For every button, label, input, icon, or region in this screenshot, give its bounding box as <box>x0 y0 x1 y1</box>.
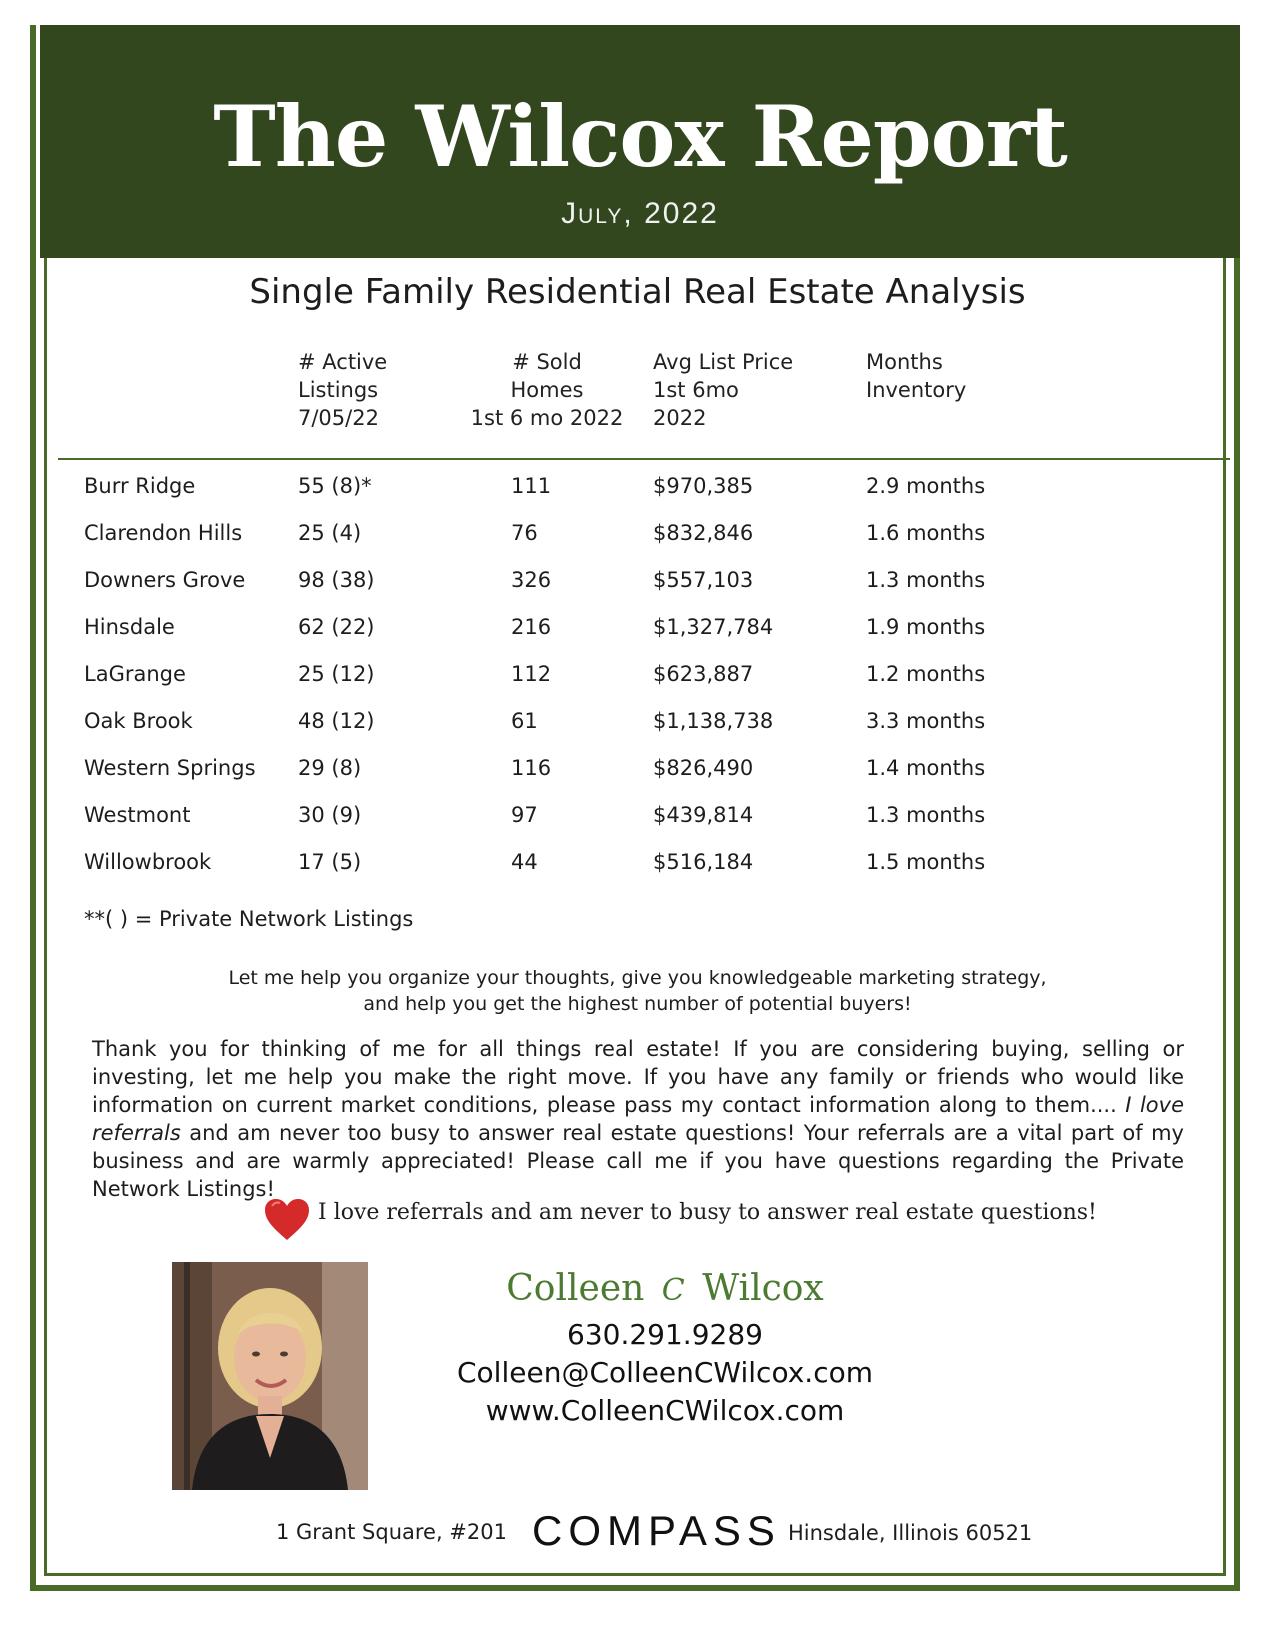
sold-homes: 112 <box>511 662 552 686</box>
avg-list-price: $439,814 <box>653 803 754 827</box>
pitch-line: Let me help you organize your thoughts, give you knowledgeable marketing strategy, <box>228 967 1047 989</box>
body-text: and am never too busy to answer real estate questions! Your referrals are a vital part of my business and are warmly appreciated! Please call me if you have questions regarding the Private Network Listings! <box>92 1121 1184 1201</box>
months-inventory: 2.9 months <box>866 474 986 498</box>
town-name: Oak Brook <box>84 709 193 733</box>
active-listings: 29 (8) <box>298 756 362 780</box>
town-name: LaGrange <box>84 662 186 686</box>
agent-website: www.ColleenCWilcox.com <box>485 1394 845 1427</box>
avg-list-price: $516,184 <box>653 850 754 874</box>
column-header-price: Avg List Price 1st 6mo 2022 <box>653 350 794 430</box>
table-row <box>0 474 1275 514</box>
sold-homes: 111 <box>511 474 552 498</box>
active-listings: 62 (22) <box>298 615 375 639</box>
months-inventory: 1.4 months <box>866 756 986 780</box>
body-emphasis: I love referrals <box>92 1093 1185 1145</box>
column-header-active: # Active Listings 7/05/22 <box>298 350 388 430</box>
report-title: The Wilcox Report <box>213 87 1067 186</box>
report-date: July, 2022 <box>561 197 719 230</box>
body-paragraph <box>92 1035 1184 1203</box>
sold-homes: 76 <box>511 521 538 545</box>
table-row <box>0 803 1275 843</box>
sold-homes: 326 <box>511 568 552 592</box>
avg-list-price: $832,846 <box>653 521 754 545</box>
sold-homes: 61 <box>511 709 538 733</box>
agent-name <box>440 1268 890 1309</box>
active-listings: 98 (38) <box>298 568 375 592</box>
header-rule <box>58 458 1230 460</box>
analysis-title: Single Family Residential Real Estate Analysis <box>249 272 1026 312</box>
avg-list-price: $826,490 <box>653 756 754 780</box>
town-name: Hinsdale <box>84 615 175 639</box>
avg-list-price: $1,327,784 <box>653 615 774 639</box>
agent-phone: 630.291.9289 <box>567 1318 763 1351</box>
private-network-note: **( ) = Private Network Listings <box>84 907 414 931</box>
sold-homes: 216 <box>511 615 552 639</box>
town-name: Clarendon Hills <box>84 521 243 545</box>
address-city: Hinsdale, Illinois 60521 <box>788 1521 1033 1545</box>
heart-icon <box>263 1196 311 1244</box>
report-header <box>40 25 1240 258</box>
table-row <box>0 568 1275 608</box>
active-listings: 55 (8)* <box>298 474 372 498</box>
months-inventory: 1.3 months <box>866 803 986 827</box>
table-row <box>0 756 1275 796</box>
active-listings: 17 (5) <box>298 850 362 874</box>
table-row <box>0 850 1275 890</box>
love-referrals-line: I love referrals and am never to busy to answer real estate questions! <box>318 1200 1097 1225</box>
town-name: Westmont <box>84 803 191 827</box>
active-listings: 30 (9) <box>298 803 362 827</box>
compass-logo: COMPASS <box>532 1507 781 1554</box>
monogram-logo: C <box>661 1273 685 1308</box>
table-row <box>0 521 1275 561</box>
avg-list-price: $1,138,738 <box>653 709 774 733</box>
months-inventory: 1.2 months <box>866 662 986 686</box>
months-inventory: 1.5 months <box>866 850 986 874</box>
table-row <box>0 709 1275 749</box>
sold-homes: 116 <box>511 756 552 780</box>
avg-list-price: $623,887 <box>653 662 754 686</box>
column-header-inventory: Months Inventory <box>866 350 967 402</box>
months-inventory: 1.9 months <box>866 615 986 639</box>
agent-email: Colleen@ColleenCWilcox.com <box>457 1356 873 1389</box>
town-name: Willowbrook <box>84 850 212 874</box>
active-listings: 25 (4) <box>298 521 362 545</box>
table-row <box>0 662 1275 702</box>
months-inventory: 1.6 months <box>866 521 986 545</box>
table-row <box>0 615 1275 655</box>
agent-photo <box>172 1262 368 1490</box>
months-inventory: 3.3 months <box>866 709 986 733</box>
agent-last-name: Wilcox <box>702 1268 824 1309</box>
address-street: 1 Grant Square, #201 <box>276 1520 507 1544</box>
active-listings: 48 (12) <box>298 709 375 733</box>
column-header-sold: # Sold Homes 1st 6 mo 2022 <box>470 350 624 430</box>
months-inventory: 1.3 months <box>866 568 986 592</box>
pitch-line: and help you get the highest number of potential buyers! <box>363 993 912 1015</box>
town-name: Downers Grove <box>84 568 246 592</box>
avg-list-price: $557,103 <box>653 568 754 592</box>
body-text: Thank you for thinking of me for all things real estate! If you are considering buying, selling or investing, let me help you make the right move. If you have any family or friends who would like information on current market conditions, please pass my contact information along to them.... <box>92 1037 1184 1117</box>
sold-homes: 97 <box>511 803 538 827</box>
marketing-pitch <box>0 965 1275 1017</box>
sold-homes: 44 <box>511 850 538 874</box>
avg-list-price: $970,385 <box>653 474 754 498</box>
town-name: Burr Ridge <box>84 474 196 498</box>
portrait-illustration <box>172 1262 368 1490</box>
active-listings: 25 (12) <box>298 662 375 686</box>
agent-first-name: Colleen <box>506 1268 645 1309</box>
town-name: Western Springs <box>84 756 256 780</box>
